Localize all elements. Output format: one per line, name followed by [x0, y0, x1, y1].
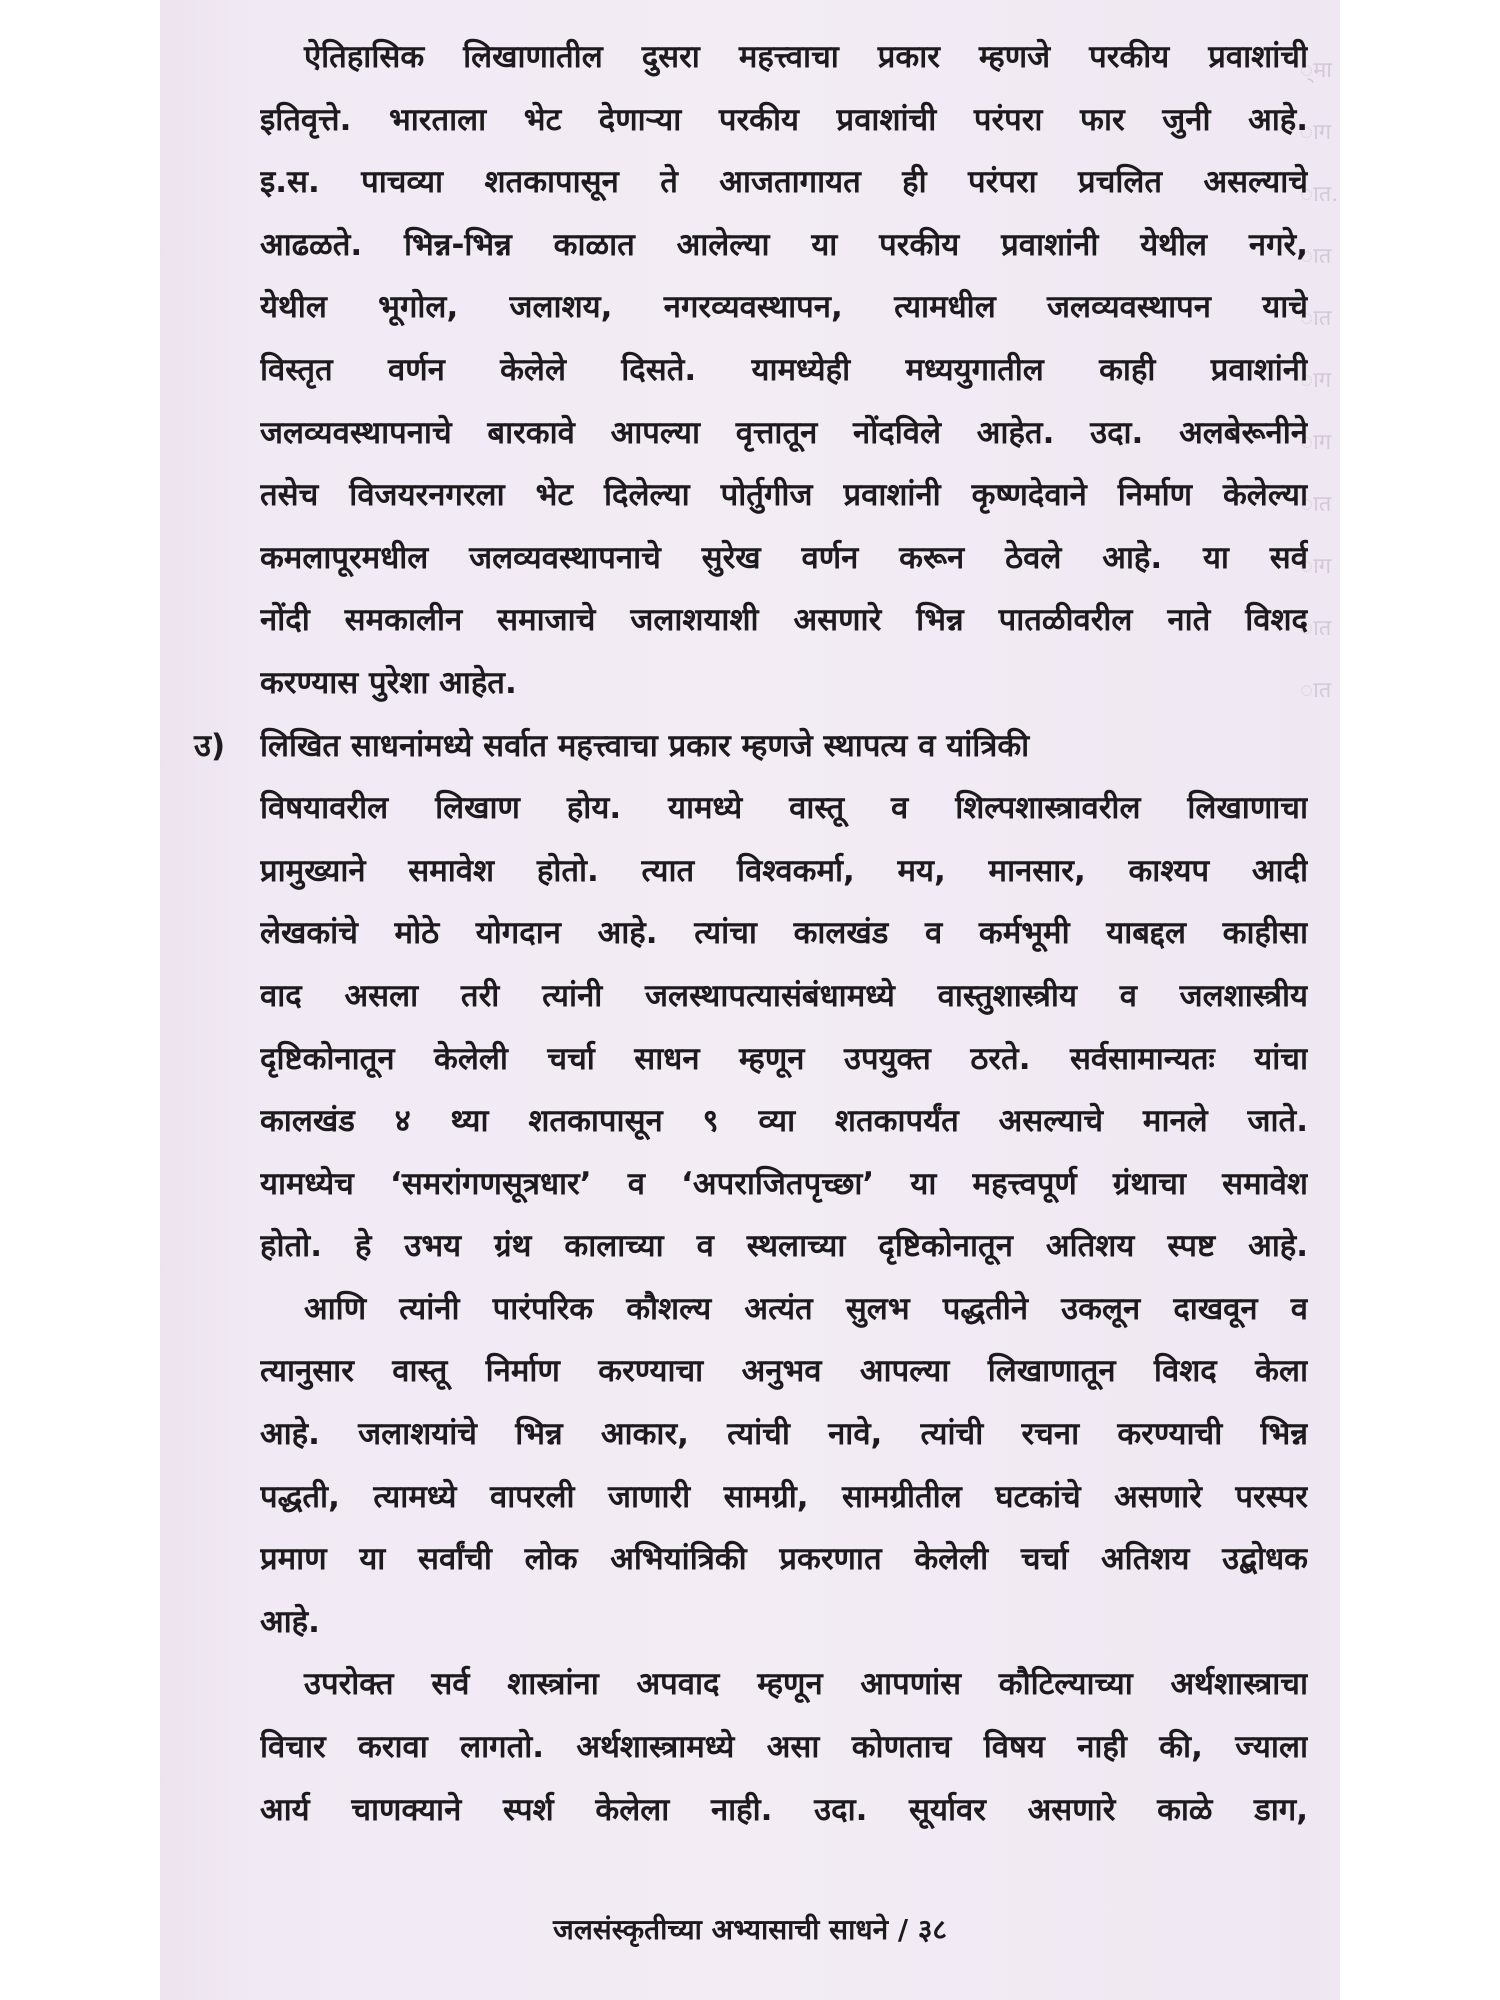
- text-line: ऐतिहासिक लिखाणातील दुसरा महत्त्वाचा प्रकार म्हणजे परकीय प्रवाशांची: [304, 39, 1308, 75]
- text-line: आर्य चाणक्याने स्पर्श केलेला नाही. उदा. सूर्यावर असणारे काळे डाग,: [260, 1791, 1308, 1828]
- paragraph-1: [260, 26, 1308, 715]
- text-line: जलव्यवस्थापनाचे बारकावे आपल्या वृत्तातून नोंदविले आहेत. उदा. अलबेरूनीने: [260, 414, 1308, 451]
- text-line: वाद असला तरी त्यांनी जलस्थापत्यासंबंधामध्ये वास्तुशास्त्रीय व जलशास्त्रीय: [260, 977, 1308, 1014]
- text-line: त्यानुसार वास्तू निर्माण करण्याचा अनुभव आपल्या लिखाणातून विशद केला: [260, 1353, 1308, 1390]
- text-line: येथील भूगोल, जलाशय, नगरव्यवस्थापन, त्यामधील जलव्यवस्थापन याचे: [260, 289, 1308, 326]
- text-line: लेखकांचे मोठे योगदान आहे. त्यांचा कालखंड व कर्मभूमी याबद्दल काहीसा: [260, 915, 1308, 952]
- book-page: [160, 0, 1340, 2000]
- text-line: आढळते. भिन्न-भिन्न काळात आलेल्या या परकीय प्रवाशांनी येथील नगरे,: [260, 226, 1308, 263]
- text-line: कमलापूरमधील जलव्यवस्थापनाचे सुरेख वर्णन करून ठेवले आहे. या सर्व: [260, 539, 1308, 576]
- text-line: दृष्टिकोनातून केलेली चर्चा साधन म्हणून उपयुक्त ठरते. सर्वसामान्यतः यांचा: [260, 1040, 1308, 1077]
- paragraph-3: [260, 1653, 1308, 1841]
- text-line: इतिवृत्ते. भारताला भेट देणाऱ्या परकीय प्रवाशांची परंपरा फार जुनी आहे.: [260, 101, 1308, 138]
- show-through-text: ्मा ाग ात. ात ात ाग ाग ात ाग ात ात: [1300, 58, 1339, 703]
- text-line: विस्तृत वर्णन केलेले दिसते. यामध्येही मध्ययुगातील काही प्रवाशांनी: [260, 351, 1308, 388]
- text-line: तसेच विजयरनगरला भेट दिलेल्या पोर्तुगीज प्रवाशांनी कृष्णदेवाने निर्माण केलेल्या: [260, 477, 1308, 514]
- text-line: नोंदी समकालीन समाजाचे जलाशयाशी असणारे भिन्न पातळीवरील नाते विशद: [260, 602, 1308, 639]
- page-footer: जलसंस्कृतीच्या अभ्यासाची साधने / ३८: [553, 1913, 947, 1946]
- text-line: विचार करावा लागतो. अर्थशास्त्रामध्ये असा कोणताच विषय नाही की, ज्याला: [260, 1729, 1308, 1766]
- text-line: उपरोक्त सर्व शास्त्रांना अपवाद म्हणून आपणांस कौटिल्याच्या अर्थशास्त्राचा: [304, 1666, 1308, 1703]
- text-line: कालखंड ४ थ्या शतकापासून ९ व्या शतकापर्यंत असल्याचे मानले जाते.: [260, 1103, 1308, 1140]
- text-line: पद्धती, त्यामध्ये वापरली जाणारी सामग्री, सामग्रीतील घटकांचे असणारे परस्पर: [260, 1478, 1308, 1515]
- text-line: इ.स. पाचव्या शतकापासून ते आजतागायत ही परंपरा प्रचलित असल्याचे: [260, 164, 1308, 201]
- paragraph-2: [194, 715, 1308, 1654]
- body-text: [194, 26, 1308, 1841]
- text-line: आणि त्यांनी पारंपरिक कौशल्य अत्यंत सुलभ पद्धतीने उकलून दाखवून व: [304, 1290, 1308, 1327]
- section-marker: उ): [194, 727, 226, 764]
- section-row: [194, 715, 1308, 778]
- text-line: प्रमाण या सर्वांची लोक अभियांत्रिकी प्रकरणात केलेली चर्चा अतिशय उद्बोधक: [260, 1541, 1308, 1578]
- text-line: होतो. हे उभय ग्रंथ कालाच्या व स्थलाच्या दृष्टिकोनातून अतिशय स्पष्ट आहे.: [260, 1228, 1308, 1265]
- text-line: लिखित साधनांमध्ये सर्वात महत्त्वाचा प्रकार म्हणजे स्थापत्य व यांत्रिकी: [260, 727, 1030, 764]
- text-line: प्रामुख्याने समावेश होतो. त्यात विश्वकर्मा, मय, मानसार, काश्यप आदी: [260, 852, 1308, 889]
- text-line: आहे.: [260, 1603, 320, 1640]
- text-line: करण्यास पुरेशा आहेत.: [260, 664, 517, 701]
- text-line: आहे. जलाशयांचे भिन्न आकार, त्यांची नावे, त्यांची रचना करण्याची भिन्न: [260, 1416, 1308, 1453]
- text-line: यामध्येच ‘समरांगणसूत्रधार’ व ‘अपराजितपृच्छा’ या महत्त्वपूर्ण ग्रंथाचा समावेश: [260, 1165, 1308, 1202]
- text-line: विषयावरील लिखाण होय. यामध्ये वास्तू व शिल्पशास्त्रावरील लिखाणाचा: [260, 790, 1308, 827]
